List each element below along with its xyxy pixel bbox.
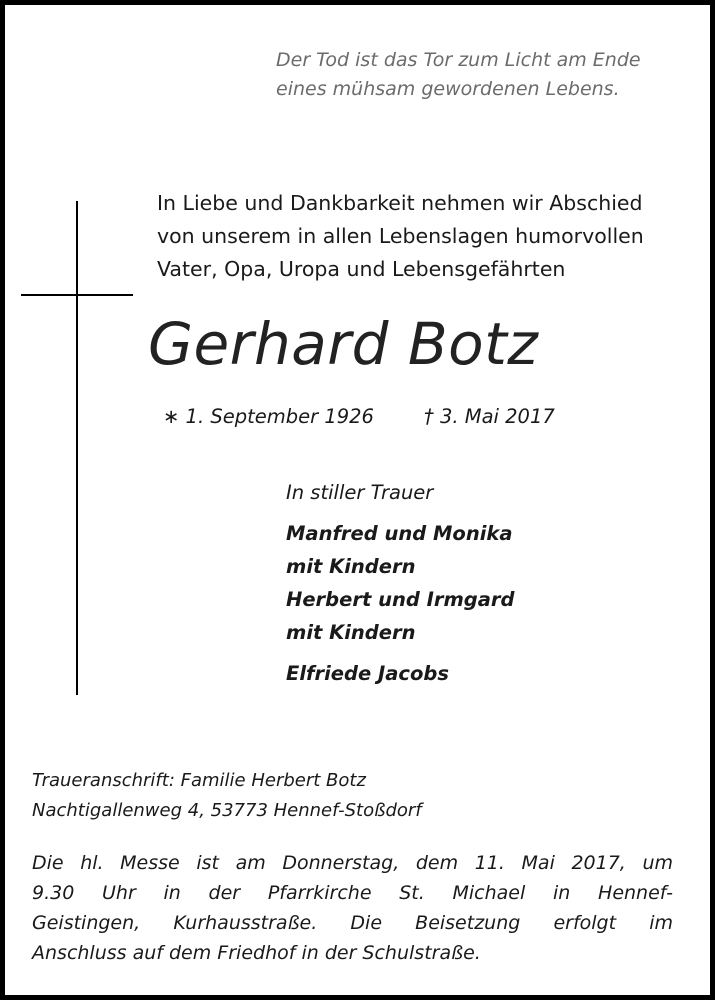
service-line: Die hl. Messe ist am Donnerstag, dem 11. Mai 2017, um <box>32 852 673 874</box>
birth-date: ∗ 1. September 1926 <box>163 405 374 428</box>
intro-text <box>157 187 697 286</box>
service-info <box>32 848 673 968</box>
cross-icon-bar <box>21 294 133 296</box>
cross-icon <box>76 201 78 695</box>
mourning-lead: In stiller Trauer <box>286 481 434 504</box>
mourners-block <box>286 476 686 690</box>
mourner-line: Herbert und Irmgard <box>286 588 515 611</box>
intro-line: von unserem in allen Lebenslagen humorvollen <box>157 224 644 248</box>
service-line: Geistingen, Kurhausstraße. Die Beisetzung erfolgt im <box>32 912 673 934</box>
deceased-name: Gerhard Botz <box>148 310 539 378</box>
death-date: † 3. Mai 2017 <box>424 405 555 428</box>
service-line: Anschluss auf dem Friedhof in der Schulstraße. <box>32 942 481 964</box>
epigraph-quote <box>276 46 696 104</box>
address-line: Traueranschrift: Familie Herbert Botz <box>32 770 366 791</box>
intro-line: Vater, Opa, Uropa und Lebensgefährten <box>157 257 566 281</box>
intro-line: In Liebe und Dankbarkeit nehmen wir Abschied <box>157 191 643 215</box>
mourner-line: Manfred und Monika <box>286 522 513 545</box>
quote-line: Der Tod ist das Tor zum Licht am Ende <box>276 49 641 71</box>
quote-line: eines mühsam gewordenen Lebens. <box>276 78 620 100</box>
address-line: Nachtigallenweg 4, 53773 Hennef-Stoßdorf <box>32 800 422 821</box>
mourning-address <box>32 766 672 826</box>
mourner-line: mit Kindern <box>286 621 416 644</box>
mourner-line: Elfriede Jacobs <box>286 662 449 685</box>
service-line: 9.30 Uhr in der Pfarrkirche St. Michael in Hennef- <box>32 882 673 904</box>
mourner-line: mit Kindern <box>286 555 416 578</box>
